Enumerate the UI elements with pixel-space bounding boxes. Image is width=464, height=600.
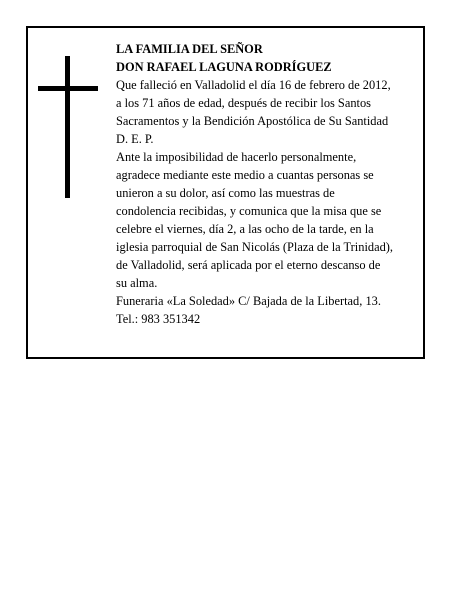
body-line: celebre el viernes, día 2, a las ocho de la tarde, en la bbox=[116, 222, 374, 236]
body-line: a los 71 años de edad, después de recibir los Santos bbox=[116, 96, 371, 110]
body-line: unieron a su dolor, así como las muestras de bbox=[116, 186, 335, 200]
cross-icon bbox=[38, 56, 98, 198]
funeral-home-line: Funeraria «La Soledad» C/ Bajada de la Libertad, 13. bbox=[116, 294, 381, 308]
body-line: condolencia recibidas, y comunica que la misa que se bbox=[116, 204, 382, 218]
body-line: D. E. P. bbox=[116, 132, 154, 146]
body-line: su alma. bbox=[116, 276, 158, 290]
body-line: Ante la imposibilidad de hacerlo personalmente, bbox=[116, 150, 357, 164]
body-line: iglesia parroquial de San Nicolás (Plaza de la Trinidad), bbox=[116, 240, 393, 254]
body-line: de Valladolid, será aplicada por el eterno descanso de bbox=[116, 258, 381, 272]
obituary-text bbox=[116, 40, 426, 328]
telephone-line: Tel.: 983 351342 bbox=[116, 312, 201, 326]
cross-horizontal-bar bbox=[38, 86, 98, 91]
heading-line-family: LA FAMILIA DEL SEÑOR bbox=[116, 42, 263, 56]
obituary-notice-box bbox=[26, 26, 425, 359]
body-line: Que falleció en Valladolid el día 16 de febrero de 2012, bbox=[116, 78, 391, 92]
heading-line-deceased-name: DON RAFAEL LAGUNA RODRÍGUEZ bbox=[116, 60, 332, 74]
cross-vertical-bar bbox=[65, 56, 70, 198]
body-line: agradece mediante este medio a cuantas personas se bbox=[116, 168, 374, 182]
body-line: Sacramentos y la Bendición Apostólica de Su Santidad bbox=[116, 114, 389, 128]
